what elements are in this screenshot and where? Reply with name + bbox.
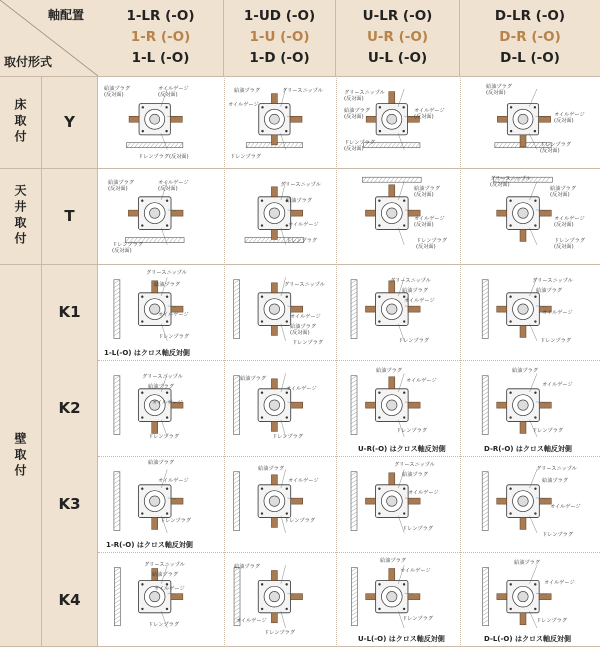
bolt <box>534 130 536 132</box>
bolt <box>534 608 536 610</box>
bolt <box>141 583 143 585</box>
shaft <box>520 325 526 337</box>
shaft <box>497 402 507 408</box>
shaft-boss <box>269 496 279 506</box>
bolt <box>534 392 536 394</box>
bolt <box>510 106 512 108</box>
shaft-boss <box>269 304 279 314</box>
bolt <box>142 106 144 108</box>
bolt <box>534 320 536 322</box>
bolt <box>403 512 405 514</box>
bolt <box>509 200 511 202</box>
bolt <box>166 416 168 418</box>
cross-shaft-note: U-L(-O) はクロス軸反対側 <box>358 635 445 643</box>
shaft-boss <box>387 114 397 124</box>
bolt <box>403 488 405 490</box>
diagram-t-1: 給油プラグ (反対面) オイルゲージ (反対面) ドレンプラグ (反対面) <box>108 180 189 254</box>
bolt <box>286 512 288 514</box>
bolt <box>261 106 263 108</box>
diagram-k3-4: グリースニップル 給油プラグ オイルゲージ ドレンプラグ <box>460 456 600 552</box>
row-code-k3: K3 <box>42 456 98 552</box>
bolt <box>141 488 143 490</box>
bolt <box>261 416 263 418</box>
shaft-boss <box>149 208 159 218</box>
shaft <box>365 402 375 408</box>
group-ceiling-mount: 天井取付 <box>0 168 42 264</box>
bolt <box>403 608 405 610</box>
shaft <box>408 306 420 312</box>
bolt <box>509 488 511 490</box>
group-wall-mount: 壁取付 <box>0 264 42 647</box>
shaft-boss <box>150 591 160 601</box>
shaft-boss <box>269 400 279 410</box>
shaft-boss <box>387 208 397 218</box>
diagram-y-4: 給油プラグ (反対面) オイルゲージ (反対面) ドレンプラグ (反対面) <box>486 84 585 154</box>
bolt <box>286 296 288 298</box>
diagram-k1-4: グリースニップル 給油プラグ オイルゲージ ドレンプラグ <box>460 264 600 360</box>
bolt <box>141 512 143 514</box>
bolt <box>261 320 263 322</box>
shaft <box>408 498 420 504</box>
shaft-boss <box>149 496 159 506</box>
cross-shaft-note: 1-L(-O) はクロス軸反対側 <box>104 349 190 357</box>
bolt <box>166 488 168 490</box>
shaft <box>271 421 277 431</box>
shaft <box>366 594 376 600</box>
column-header-line1: U-LR (-O) <box>362 8 433 24</box>
diagram-t-3: 給油プラグ (反対面) オイルゲージ (反対面) ドレンプラグ (反対面) <box>336 168 460 264</box>
shaft <box>271 517 277 527</box>
shaft <box>271 187 277 197</box>
bolt <box>378 512 380 514</box>
shaft-boss <box>269 114 279 124</box>
bolt <box>534 296 536 298</box>
shaft-boss <box>387 400 397 410</box>
bolt <box>378 416 380 418</box>
diagram-k1-2: グリースニップル オイルゲージ 給油プラグ (反対面) ドレンプラグ <box>224 264 336 360</box>
leader-line <box>281 324 286 341</box>
group-floor-mount: 床取付 <box>0 76 42 168</box>
bolt <box>141 320 143 322</box>
bolt <box>379 106 381 108</box>
bolt <box>534 583 536 585</box>
bolt <box>509 320 511 322</box>
diagram-k1-1: グリースニップル 給油プラグ オイルゲージ ドレンプラグ 1-L(-O) はクロス軸反対側 <box>104 270 190 357</box>
column-header-1 <box>98 0 224 76</box>
shaft <box>271 94 277 104</box>
bolt <box>534 224 536 226</box>
leader-line <box>530 324 537 341</box>
shaft <box>520 229 526 241</box>
shaft <box>271 135 277 145</box>
column-header-line2: D-R (-O) <box>499 29 561 45</box>
shaft-boss <box>518 304 528 314</box>
shaft-boss <box>269 591 279 601</box>
column-header-line3: 1-L (-O) <box>131 50 190 66</box>
bolt <box>510 583 512 585</box>
bolt <box>261 512 263 514</box>
bolt <box>378 320 380 322</box>
bolt <box>509 416 511 418</box>
bolt <box>378 608 380 610</box>
row-code-k4: K4 <box>42 552 98 647</box>
shaft <box>497 116 507 122</box>
shaft <box>365 306 375 312</box>
shaft-arrangement-label: 軸配置 <box>47 8 84 22</box>
diagram-k4-4: 給油プラグ オイルゲージ ドレンプラグ D-L(-O) はクロス軸反対側 <box>484 560 575 643</box>
column-header-line1: 1-LR (-O) <box>126 8 195 24</box>
bolt <box>402 106 404 108</box>
shaft-boss <box>518 114 528 124</box>
bolt <box>261 583 263 585</box>
shaft <box>128 210 138 216</box>
diagram-t-2: グリースニップル 給油プラグ オイルゲージ ドレンプラグ <box>224 168 336 264</box>
bolt <box>286 488 288 490</box>
shaft <box>408 402 420 408</box>
shaft-boss <box>269 208 279 218</box>
column-header-3 <box>336 0 460 76</box>
bolt <box>403 320 405 322</box>
bolt <box>261 224 263 226</box>
bolt <box>261 608 263 610</box>
shaft-boss <box>518 496 528 506</box>
bolt <box>141 608 143 610</box>
leader-line <box>398 228 404 245</box>
shaft <box>170 116 182 122</box>
shaft <box>520 517 526 529</box>
bolt <box>166 512 168 514</box>
shaft <box>152 517 158 529</box>
bolt <box>166 200 168 202</box>
shaft <box>520 135 526 147</box>
bolt <box>261 392 263 394</box>
bolt <box>403 224 405 226</box>
shaft <box>271 283 277 293</box>
bolt <box>378 583 380 585</box>
row-code-t: T <box>42 168 98 264</box>
column-header-line3: 1-D (-O) <box>249 50 310 66</box>
leader-line <box>281 611 286 628</box>
shaft-boss <box>518 591 528 601</box>
bolt <box>166 608 168 610</box>
bolt <box>261 488 263 490</box>
bolt <box>534 416 536 418</box>
column-header-4 <box>460 0 600 76</box>
bolt <box>403 200 405 202</box>
bolt <box>141 296 143 298</box>
bolt <box>534 512 536 514</box>
shaft-boss <box>387 304 397 314</box>
column-header-line3: D-L (-O) <box>500 50 560 66</box>
shaft-boss <box>518 208 528 218</box>
bolt <box>285 130 287 132</box>
bolt <box>403 583 405 585</box>
shaft <box>271 379 277 389</box>
bolt <box>378 224 380 226</box>
bolt <box>509 392 511 394</box>
row-code-k1: K1 <box>42 264 98 360</box>
bolt <box>166 392 168 394</box>
column-header-line1: 1-UD (-O) <box>243 8 316 24</box>
shaft <box>171 594 183 600</box>
bolt <box>378 296 380 298</box>
shaft <box>389 185 395 197</box>
shaft <box>365 210 375 216</box>
bolt <box>378 488 380 490</box>
diagram-k4-2: 給油プラグ オイルゲージ ドレンプラグ <box>224 552 336 647</box>
bolt <box>509 512 511 514</box>
bolt <box>142 130 144 132</box>
shaft <box>389 569 395 581</box>
bolt <box>378 200 380 202</box>
bolt <box>286 320 288 322</box>
diagram-y-2: 給油プラグ グリースニップル オイルゲージ ドレンプラグ <box>228 88 323 160</box>
column-header-line1: D-LR (-O) <box>494 8 566 24</box>
bolt <box>403 416 405 418</box>
diagram-y-1: 給油プラグ (反対面) オイルゲージ (反対面) ドレンプラグ(反対面) <box>104 86 189 160</box>
bolt <box>141 224 143 226</box>
leader-line <box>530 516 537 533</box>
cross-shaft-note: D-L(-O) はクロス軸反対側 <box>484 635 571 643</box>
shaft <box>520 421 526 433</box>
diagram-k2-3: 給油プラグ オイルゲージ ドレンプラグ U-R(-O) はクロス軸反対側 <box>336 360 460 456</box>
bolt <box>509 296 511 298</box>
bolt <box>285 583 287 585</box>
bolt <box>403 392 405 394</box>
shaft <box>129 116 139 122</box>
bolt <box>141 392 143 394</box>
diagram-k2-1: グリースニップル 給油プラグ オイルゲージ ドレンプラグ <box>98 360 224 456</box>
diagram-k1-3: グリースニップル 給油プラグ オイルゲージ ドレンプラグ <box>336 264 460 360</box>
bolt <box>510 608 512 610</box>
bolt <box>534 488 536 490</box>
shaft <box>271 571 277 581</box>
bolt <box>165 130 167 132</box>
shaft <box>271 475 277 485</box>
shaft <box>389 92 395 104</box>
cross-shaft-note: 1-R(-O) はクロス軸反対側 <box>106 541 193 549</box>
bolt <box>509 224 511 226</box>
leader-line <box>530 228 537 245</box>
shaft <box>497 306 507 312</box>
diagram-y-3: グリースニップル (反対面) 給油プラグ (反対面) オイルゲージ (反対面) ドレンプラグ (反対面) <box>344 90 445 152</box>
row-code-y: Y <box>42 76 98 168</box>
shaft <box>408 594 420 600</box>
bolt <box>534 106 536 108</box>
bolt <box>285 608 287 610</box>
shaft <box>171 498 183 504</box>
diagram-k4-1: グリースニップル 給油プラグ オイルゲージ ドレンプラグ <box>98 552 224 647</box>
diagram-k4-3: 給油プラグ オイルゲージ ドレンプラグ U-L(-O) はクロス軸反対側 <box>336 552 460 647</box>
shaft <box>497 210 507 216</box>
shaft <box>497 594 507 600</box>
shaft-boss <box>387 591 397 601</box>
shaft <box>152 421 158 433</box>
bolt <box>166 296 168 298</box>
bolt <box>402 130 404 132</box>
diagram-k3-1: 給油プラグ オイルゲージ ドレンプラグ 1-R(-O) はクロス軸反対側 <box>106 460 193 549</box>
diagram-k2-2: 給油プラグ オイルゲージ ドレンプラグ <box>224 360 336 456</box>
column-header-line2: 1-R (-O) <box>130 29 191 45</box>
shaft <box>271 229 277 239</box>
bolt <box>286 416 288 418</box>
bolt <box>534 200 536 202</box>
bolt <box>166 320 168 322</box>
column-header-line2: 1-U (-O) <box>249 29 310 45</box>
cross-shaft-note: D-R(-O) はクロス軸反対側 <box>484 445 572 453</box>
bolt <box>510 130 512 132</box>
shaft <box>271 325 277 335</box>
header-corner <box>0 0 99 76</box>
mounting-type-label: 取付形式 <box>4 55 53 69</box>
shaft-boss <box>150 114 160 124</box>
bolt <box>165 106 167 108</box>
column-header-line3: U-L (-O) <box>367 50 428 66</box>
diagram-t-4: グリースニップル (反対面) 給油プラグ (反対面) オイルゲージ (反対面) ドレンプラグ (反対面) <box>490 176 585 250</box>
shaft <box>389 377 395 389</box>
bolt <box>285 106 287 108</box>
row-code-k2: K2 <box>42 360 98 456</box>
bolt <box>141 200 143 202</box>
cross-shaft-note: U-R(-O) はクロス軸反対側 <box>358 445 446 453</box>
shaft <box>171 210 183 216</box>
diagram-k3-2: 給油プラグ オイルゲージ ドレンプラグ <box>224 456 336 552</box>
bolt <box>261 296 263 298</box>
column-header-line2: U-R (-O) <box>366 29 429 45</box>
shaft-boss <box>518 400 528 410</box>
shaft <box>271 613 277 623</box>
column-header-2 <box>224 0 336 76</box>
shaft-boss <box>387 496 397 506</box>
bolt <box>261 200 263 202</box>
bolt <box>166 224 168 226</box>
shaft <box>365 498 375 504</box>
diagram-k3-3: グリースニップル 給油プラグ オイルゲージ ドレンプラグ <box>336 456 460 552</box>
bolt <box>141 416 143 418</box>
shaft <box>389 473 395 485</box>
shaft <box>520 613 526 625</box>
bolt <box>378 392 380 394</box>
shaft <box>497 498 507 504</box>
diagram-k2-4: 給油プラグ オイルゲージ ドレンプラグ D-R(-O) はクロス軸反対側 <box>484 368 573 453</box>
bolt <box>379 130 381 132</box>
bolt <box>261 130 263 132</box>
